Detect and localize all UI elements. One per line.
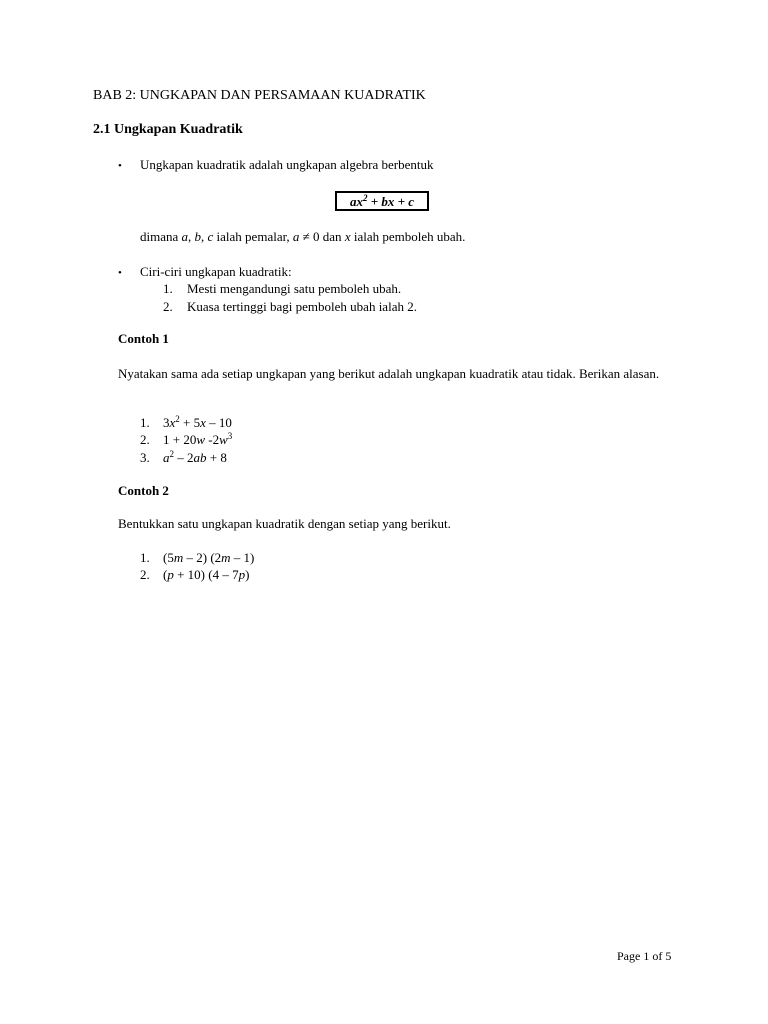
bullet-icon: •: [118, 267, 122, 279]
definition-text: Ungkapan kuadratik adalah ungkapan algebra berbentuk: [140, 157, 434, 172]
example2-item: (5m – 2) (2m – 1): [163, 550, 255, 565]
example2-item: (p + 10) (4 – 7p): [163, 567, 250, 582]
formula-base: ax: [349, 194, 363, 209]
characteristics-heading: Ciri-ciri ungkapan kuadratik:: [140, 264, 292, 279]
formula-rest: + bx + c: [367, 194, 415, 209]
example1-instruction: Nyatakan sama ada setiap ungkapan yang berikut adalah ungkapan kuadratik atau tidak. Berikan alasan.: [118, 366, 660, 381]
example1-item: $a^2 - 2ab + 8$: [163, 449, 227, 465]
list-item-number: 3.: [140, 450, 150, 465]
example1-title: Contoh 1: [118, 331, 169, 346]
definition-explanation: dimana a, b, c ialah pemalar, a ≠ 0 dan x ialah pemboleh ubah.: [140, 229, 466, 244]
list-item: Kuasa tertinggi bagi pemboleh ubah ialah 2.: [187, 299, 417, 314]
section-title: 2.1 Ungkapan Kuadratik: [93, 122, 243, 137]
page-number: Page 1 of 5: [617, 949, 672, 963]
example2-title: Contoh 2: [118, 483, 169, 498]
formula-box: [335, 191, 429, 211]
bullet-icon: •: [118, 160, 122, 172]
example1-item: 1 + 20w $-2w^3$: [163, 431, 233, 447]
list-item-number: 2.: [140, 432, 150, 447]
example1-item: $3x^2 + 5x - 10$: [163, 414, 232, 430]
list-item-number: 2.: [140, 567, 150, 582]
list-item-number: 1.: [140, 550, 150, 565]
example2-instruction: Bentukkan satu ungkapan kuadratik dengan setiap yang berikut.: [118, 516, 451, 531]
list-item-number: 1.: [140, 415, 150, 430]
chapter-title: BAB 2: UNGKAPAN DAN PERSAMAAN KUADRATIK: [93, 88, 426, 103]
formula-exponent: 2: [362, 193, 368, 203]
list-item-number: 2.: [163, 299, 173, 314]
list-item: Mesti mengandungi satu pemboleh ubah.: [187, 281, 402, 296]
list-item-number: 1.: [163, 281, 173, 296]
